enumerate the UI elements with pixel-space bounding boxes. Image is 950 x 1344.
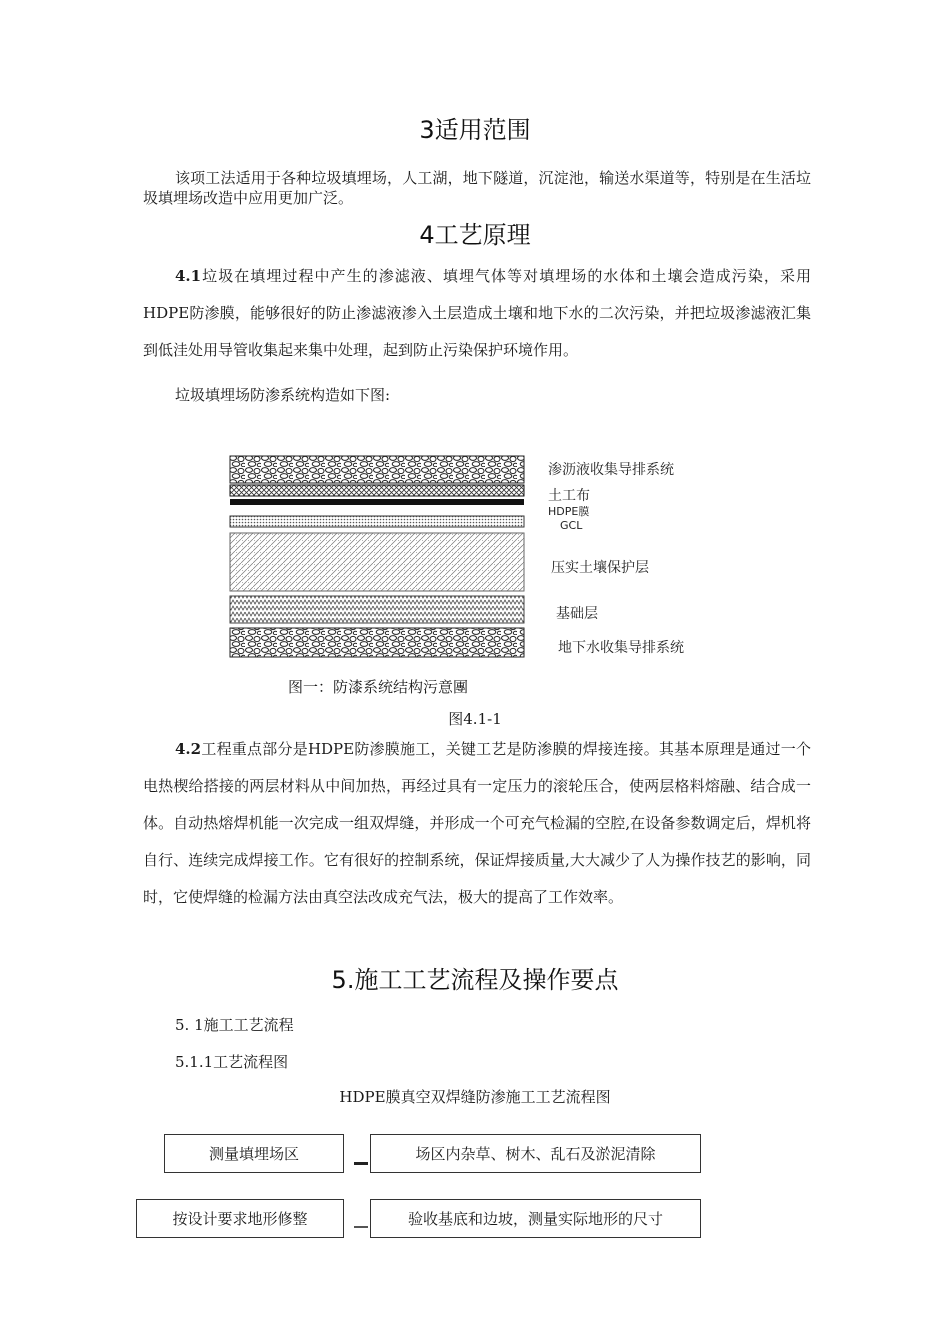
layer-groundwater-gravel: [230, 628, 524, 657]
flow-step-survey: 测量填埋场区: [164, 1134, 344, 1173]
figure-intro: 垃圾填埋场防渗系统构造如下图:: [175, 386, 391, 404]
legend-compacted-soil: 压实土壤保护层: [551, 560, 649, 576]
liner-cross-section-figure: [229, 455, 525, 658]
layer-geotextile: [230, 485, 524, 496]
flow-connector: [354, 1226, 368, 1228]
legend-hdpe-membrane: HDPE膜: [548, 505, 590, 518]
legend-foundation: 基础层: [556, 606, 598, 622]
flow-step-acceptance: 验收基底和边坡，测量实际地形的尺寸: [370, 1199, 701, 1238]
legend-leachate-system: 渗沥液收集导排系统: [548, 462, 674, 478]
paragraph-4-2-number: 4.2: [175, 740, 202, 758]
paragraph-4-1-text: 垃圾在填埋过程中产生的渗滤液、填埋气体等对填埋场的水体和土壤会造成污染，采用HDPE防渗膜，能够很好的防止渗滤液渗入土层造成土壤和地下水的二次污染，并把垃圾渗滤液汇集到低洼处用导管收集起来集中处理，起到防止污染保护环境作用。: [143, 267, 811, 359]
layer-hdpe-membrane: [230, 499, 524, 505]
flow-connector: [354, 1162, 368, 1165]
section-3-heading: 3适用范围: [419, 116, 531, 144]
layer-compacted-soil: [230, 533, 524, 591]
paragraph-4-2: [143, 731, 811, 916]
paragraph-4-1-number: 4.1: [175, 267, 202, 285]
flowchart-title: HDPE膜真空双焊缝防渗施工工艺流程图: [339, 1088, 611, 1106]
layer-gcl: [230, 516, 524, 527]
section-5-heading: 5.施工工艺流程及操作要点: [331, 966, 619, 994]
figure-number: 图4.1-1: [448, 710, 502, 728]
layer-foundation: [230, 596, 524, 623]
flow-step-grading: 按设计要求地形修整: [136, 1199, 344, 1238]
flow-step-clearing: 场区内杂草、树木、乱石及淤泥清除: [370, 1134, 701, 1173]
layer-leachate-gravel: [230, 456, 524, 483]
figure-caption: 图一：防漆系统结构污意團: [288, 678, 469, 696]
subsection-5-1-1: 5.1.1工艺流程图: [175, 1053, 289, 1071]
legend-geotextile: 土工布: [548, 488, 590, 504]
legend-groundwater-system: 地下水收集导排系统: [558, 640, 684, 656]
legend-gcl: GCL: [560, 519, 583, 532]
paragraph-4-2-text: 工程重点部分是HDPE防渗膜施工，关键工艺是防渗膜的焊接连接。其基本原理是通过一个电热楔给搭接的两层材料从中间加热，再经过具有一定压力的滚轮压合，使两层格料熔融、结合成一体。自动热熔焊机能一次完成一组双焊缝，并形成一个可充气检漏的空腔,在设备参数调定后，焊机将自行、连续完成焊接工作。它有很好的控制系统，保证焊接质量,大大减少了人为操作技艺的影响，同时，它使焊缝的检漏方法由真空法改成充气法，极大的提高了工作效率。: [143, 740, 811, 906]
section-3-body: 该项工法适用于各种垃圾填埋场，人工湖，地下隧道，沉淀池，输送水渠道等，特别是在生活垃圾填埋场改造中应用更加广泛。: [143, 169, 811, 207]
section-4-heading: 4工艺原理: [419, 221, 531, 249]
subsection-5-1: 5. 1施工工艺流程: [175, 1016, 294, 1034]
paragraph-4-1: [143, 258, 811, 369]
